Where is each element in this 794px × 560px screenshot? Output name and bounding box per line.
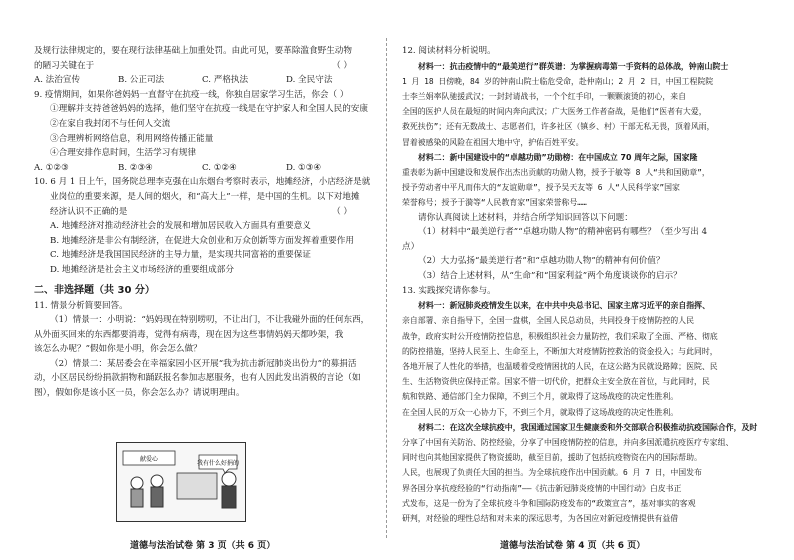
m4-line-3: 同时也向其他国家提供了物资援助，截至目前，援助了包括抗疫物资在内的国际帮助。 <box>402 453 702 463</box>
cartoon-banner-text: 献爱心 <box>139 456 159 463</box>
m3-line-7: 航和铁路、通信部门全力保障，不到三个月，就取得了这场战疫的决定性胜利。 <box>402 392 679 402</box>
section-title: 二、非选择题（共 30 分） <box>34 284 155 296</box>
q12-title: 12. 阅读材料分析说明。 <box>402 46 496 56</box>
q9-item-1: ①理解并支持爸爸妈妈的选择，他们坚守在抗疫一线是在守护家人和全国人民的安康 <box>50 104 368 115</box>
m2-line-1: 材料二：新中国建设中的“卓越功勋”功勋榜：在中国成立 70 周年之际，国家隆 <box>418 152 698 162</box>
q11-line-6: 图），假如你是该小区一员，你会怎么办？请说明理由。 <box>34 388 245 399</box>
cartoon-caption: 我有什么好捐的 <box>196 460 240 467</box>
q11-line-4: （2）情景二：某居委会在幸福家园小区开展“我为抗击新冠肺炎出份力”的募捐活 <box>50 358 357 369</box>
q12-prompt: 请你认真阅读上述材料，并结合所学知识回答以下问题： <box>418 212 633 223</box>
m4-line-4: 人民，也展现了负责任大国的担当。为全球抗疫作出中国贡献。6 月 7 日，中国发布 <box>402 468 702 478</box>
q10-option-c: C. 地摊经济是我国国民经济的主导力量，是实现共同富裕的重要保证 <box>50 250 311 261</box>
q12-sub-3: （3）结合上述材料，从“生命”和“国家利益”两个角度谈谈你的启示？ <box>418 271 682 281</box>
m1-line-2: 1 月 18 日傍晚，84 岁的钟南山院士临危受命，赴仲南山；2 月 2 日，中国工程院院 <box>402 76 714 86</box>
q9-stem: 9. 疫情期间，如果你爸妈妈一直督守在抗疫一线，你独自居家学习生活，你会（ ） <box>34 89 349 100</box>
q9-options <box>34 161 370 176</box>
exam-page-4 <box>392 0 794 560</box>
q11-line-5: 动，小区居民纷纷捐款捐物和踊跃报名参加志愿服务，也有人因此发出消极的言论（如 <box>34 373 361 384</box>
m1-line-6: 冒着被感染的风险在祖国大地中守，护佑百姓平安。 <box>402 137 584 147</box>
q10-line-3: 经济认识不正确的是 （ ） <box>50 206 352 217</box>
m3-line-2: 亲自部署、亲自指导下，全国一盘棋，全国人民总动员，共同投身于疫情防控的人民 <box>402 316 694 326</box>
m4-line-5: 界各国分享抗疫经验的“行动指南”——《抗击新冠肺炎疫情的中国行动》白皮书正 <box>402 483 682 493</box>
m3-line-6: 生、生活物资供应保持正常。国家不惜一切代价，把群众主安全放在首位，与此同时，民 <box>402 377 710 387</box>
footer-page-4: 道德与法治试卷 第 4 页（共 6 页） <box>500 541 646 551</box>
m2-line-4: 荣誉称号；授予于漪等“人民教育家”国家荣誉称号…… <box>402 198 587 208</box>
m4-line-2: 分享了中国有关防治、防控经验，分享了中国疫情防控的信息，并向多国派遣抗疫医疗专家组、 <box>402 438 734 448</box>
q10-option-a: A. 地摊经济对推动经济社会的发展和增加居民收入方面具有重要意义 <box>50 221 311 232</box>
m1-line-3: 士李兰娟率队驰援武汉；一封封请战书，一个个红手印，一颗颗滚烫的初心，来自 <box>402 92 687 101</box>
q9-option-a: A. ①②③ <box>34 162 69 173</box>
q8-option-a: A. 法治宣传 <box>34 75 81 86</box>
q9-item-3: ③合理辨析网络信息，利用网络传播正能量 <box>50 133 214 144</box>
m4-line-1: 材料二：在这次全球抗疫中，我国通过国家卫生健康委和外交部联合积极推动抗疫国际合作，及时 <box>418 422 758 432</box>
q11-line-3: 该怎么办呢？”假如你是小明，你会怎么做？ <box>34 344 202 355</box>
m3-line-3: 战争，政府实时公开疫情防控信息，积极组织社会力量防控，我们采取了全面、严格、彻底 <box>402 331 718 341</box>
m3-line-5: 各地开展了人性化的举措，也温暖着受疫情困扰的人民，在这公路为民就设路障；医院、民 <box>402 362 718 371</box>
page-divider <box>386 38 387 538</box>
q12-sub-2: （2）大力弘扬“最美逆行者”和“卓越功勋人物”的精神有何价值？ <box>418 256 665 267</box>
cartoon-image <box>116 442 246 522</box>
m4-line-7: 研判，对经验的理性总结和对未来的深远思考，为各国应对新冠疫情提供有益借 <box>402 514 679 524</box>
q12-sub-1: （1）材料中“最美逆行者”“卓越功勋人物”的精神密码有哪些？（至少写出 4 <box>418 227 708 238</box>
q12-sub-1b: 点） <box>402 241 420 252</box>
m4-line-6: 式发布，这是一份为了全球抗疫斗争和国际防疫发布的“政策宣言”，基对事实的客观 <box>402 498 696 508</box>
m3-line-8: 在全国人民的万众一心协力下，不到三个月，就取得了这场战疫的决定性胜利。 <box>402 407 679 417</box>
q8-line-1: 及规行法律规定的，要在现行法律基础上加重处罚。由此可见，要革除滥食野生动物 <box>34 46 352 56</box>
m2-line-3: 授予劳动者中平凡而伟大的“友谊勋章”，授予吴天友等 6 人“人民科学家”国家 <box>402 183 680 193</box>
q10-option-d: D. 地摊经济是社会主义市场经济的重要组成部分 <box>50 264 234 275</box>
q8-options <box>34 73 370 88</box>
q8-line-2: 的陋习关键在于 （ ） <box>34 60 352 71</box>
q8-option-b: B. 公正司法 <box>118 75 165 86</box>
q10-line-1: 10. 6 月 1 日上午，国务院总理李克强在山东烟台考察时表示，地摊经济，小店经济是就 <box>34 177 370 188</box>
q9-item-2: ②在家自我封闭不与任何人交流 <box>50 118 171 129</box>
q10-line-2: 业岗位的重要来源，是人间的烟火，和“高大上”一样，是中国的生机。以下对地摊 <box>50 191 360 202</box>
q11-line-2: 从外面买回来的东西都要消毒，觉得有病毒，现在因为这些事情妈妈天都吵架，我 <box>34 329 344 340</box>
footer-page-3: 道德与法治试卷 第 3 页（共 6 页） <box>130 541 276 551</box>
q10-option-b: B. 地摊经济是非公有制经济，在促进大众创业和万众创新等方面发挥着重要作用 <box>50 235 354 246</box>
q9-option-b: B. ②③④ <box>118 162 153 173</box>
q8-option-c: C. 严格执法 <box>202 75 249 86</box>
q9-option-c: C. ①②④ <box>202 162 237 173</box>
m1-line-5: 救死扶伤”；还有无数战士、志愿者们，许多社区（镇乡、村）干部无私无畏，顶着风雨， <box>402 122 715 132</box>
m3-line-1: 材料一：新冠肺炎疫情发生以来，在中共中央总书记、国家主席习近平的亲自指挥、 <box>418 301 710 311</box>
m1-line-1: 材料一：抗击疫情中的“最美逆行”群英谱：为掌握病毒第一手资料的总体战，钟南山院士 <box>418 61 729 71</box>
m3-line-4: 的防控措施，坚持人民至上、生命至上，不断加大对疫情防控救治的资金投入；与此同时， <box>402 346 718 356</box>
q11-line-1: （1）情景一：小明说：“妈妈现在特别唠叨，不让出门，不让我碰外面的任何东西， <box>50 315 370 326</box>
q11-title: 11. 情景分析简要回答。 <box>34 300 128 311</box>
m2-line-2: 重表彰为新中国建设和发展作出杰出贡献的功勋人物，授予于敏等 8 人“共和国勋章”， <box>402 168 710 178</box>
q8-option-d: D. 全民守法 <box>286 75 333 86</box>
q9-item-4: ④合理安排作息时间，生活学习有规律 <box>50 148 197 159</box>
q13-title: 13. 实践探究请你参与。 <box>402 285 496 296</box>
m1-line-4: 全国的医护人员在最短的时间内奔向武汉；广大医务工作者奋战，是他们“医者有大爱， <box>402 107 707 117</box>
cartoon-illustration <box>117 443 245 521</box>
q9-option-d: D. ①③④ <box>286 162 322 173</box>
